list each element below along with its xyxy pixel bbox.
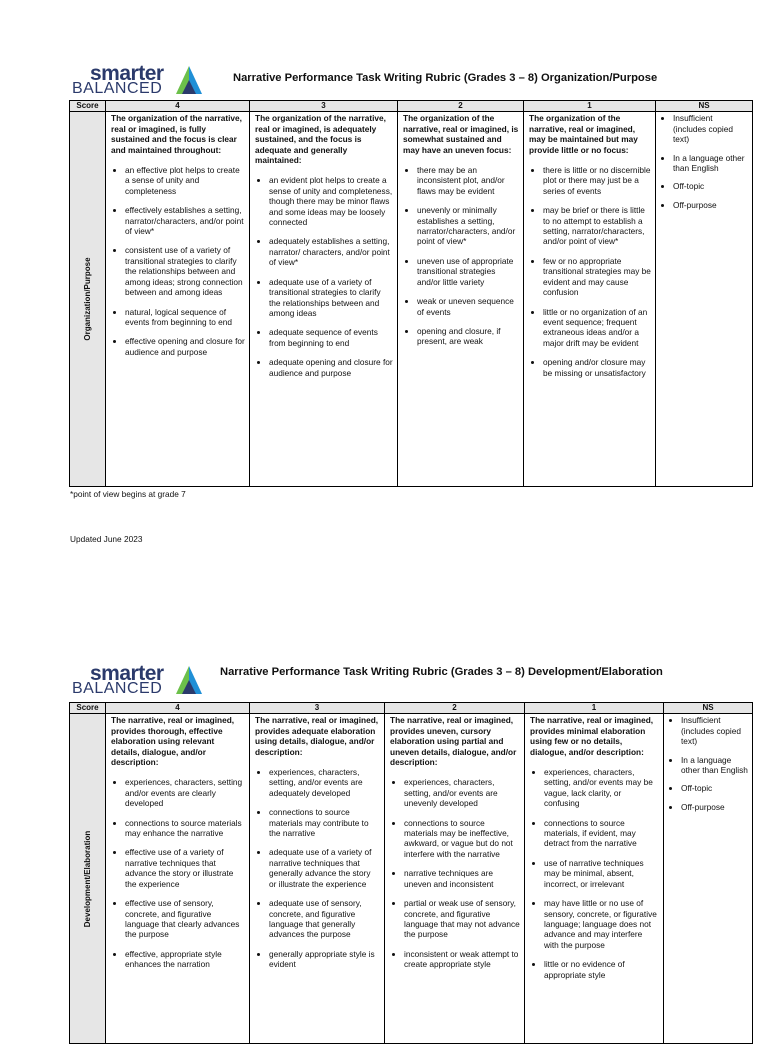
criteria-row	[70, 714, 753, 1044]
header-ns: NS	[656, 101, 753, 112]
score-1-cell	[524, 112, 656, 487]
list-item: • Off-topic	[673, 181, 748, 191]
header-score: Score	[70, 101, 106, 112]
list-item: • connections to source materials may enhance the narrative	[125, 818, 245, 839]
list-item: • effectively establishes a setting, narrator/characters, and/or point of view*	[125, 205, 245, 236]
header-score: Score	[70, 703, 106, 714]
list-item: • effective use of sensory, concrete, and figurative language that clearly advances the purpose	[125, 898, 245, 940]
score-4-cell	[106, 714, 250, 1044]
score-4-cell	[106, 112, 250, 487]
header-ns: NS	[664, 703, 753, 714]
score-1-lead: The narrative, real or imagined, provides minimal elaboration using few or no details, dialogue, and/or description:	[530, 715, 654, 757]
smarter-balanced-logo	[72, 664, 212, 700]
side-label: Development/Elaboration	[82, 830, 92, 928]
ns-cell	[664, 714, 753, 1044]
list-item: • Off-topic	[681, 783, 748, 793]
score-3-cell	[250, 714, 385, 1044]
list-item: • narrative techniques are uneven and inconsistent	[404, 868, 520, 889]
list-item: • natural, logical sequence of events from beginning to end	[125, 307, 245, 328]
score-4-bullets	[111, 777, 245, 969]
side-label: Organization/Purpose	[82, 257, 92, 341]
list-item: • adequate use of sensory, concrete, and figurative language that generally advances the purpose	[269, 898, 380, 940]
logo-text-balanced: BALANCED	[72, 80, 163, 97]
list-item: • an effective plot helps to create a sense of unity and completeness	[125, 165, 245, 196]
score-3-bullets	[255, 767, 380, 970]
list-item: • little or no organization of an event sequence; frequent extraneous ideas and/or a major drift may be evident	[543, 307, 651, 349]
list-item: • adequately establishes a setting, narrator/ characters, and/or point of view*	[269, 236, 393, 267]
list-item: • opening and closure, if present, are weak	[417, 326, 519, 347]
list-item: • experiences, characters, setting, and/or events are unevenly developed	[404, 777, 520, 808]
header-score-2: 2	[385, 703, 525, 714]
side-label-cell	[70, 112, 106, 487]
header-score-1: 1	[525, 703, 664, 714]
header-score-4: 4	[106, 101, 250, 112]
list-item: • connections to source materials may be ineffective, awkward, or vague but do not interfere with the narrative	[404, 818, 520, 860]
smarter-balanced-logo	[72, 64, 212, 100]
header-score-4: 4	[106, 703, 250, 714]
list-item: • effective use of a variety of narrative techniques that advance the story or illustrate the experience	[125, 847, 245, 889]
header-score-2: 2	[398, 101, 524, 112]
list-item: • Off-purpose	[673, 200, 748, 210]
list-item: • experiences, characters, setting, and/or events may be vague, lack clarity, or confusing	[544, 767, 659, 809]
logo-text-smarter: smarter	[90, 662, 164, 685]
list-item: • may be brief or there is little to no attempt to establish a setting, narrator/characters, and/or point of view*	[543, 205, 651, 247]
list-item: • an evident plot helps to create a sense of unity and completeness, though there may be minor flaws and some ideas may be loosely connected	[269, 175, 393, 227]
list-item: • uneven use of appropriate transitional strategies and/or little variety	[417, 256, 519, 287]
score-1-bullets	[529, 165, 651, 378]
rubric-table-development	[69, 702, 753, 1044]
list-item: • may have little or no use of sensory, concrete, or figurative language; language does not advance and may interfere with the purpose	[544, 898, 659, 950]
score-3-lead: The organization of the narrative, real or imagined, is adequately sustained, and the focus is adequate and generally maintained:	[255, 113, 386, 166]
list-item: • there is little or no discernible plot or there may just be a series of events	[543, 165, 651, 196]
score-2-cell	[385, 714, 525, 1044]
score-2-lead: The narrative, real or imagined, provides uneven, cursory elaboration using partial and uneven details, dialogue, and/or description:	[390, 715, 517, 768]
rubric-title: Narrative Performance Task Writing Rubric (Grades 3 – 8) Development/Elaboration	[220, 666, 663, 678]
list-item: • connections to source materials, if evident, may detract from the narrative	[544, 818, 659, 849]
logo-triangle-icon	[172, 664, 206, 698]
score-4-lead: The narrative, real or imagined, provides thorough, effective elaboration using relevant details, dialogue, and/or description:	[111, 715, 235, 768]
score-2-bullets	[403, 165, 519, 347]
list-item: • In a language other than English	[673, 153, 748, 174]
list-item: • experiences, characters, setting and/or events are clearly developed	[125, 777, 245, 808]
logo-triangle-icon	[172, 64, 206, 98]
list-item: • little or no evidence of appropriate style	[544, 959, 659, 980]
list-item: • use of narrative techniques may be minimal, absent, incorrect, or irrelevant	[544, 858, 659, 889]
updated-date: Updated June 2023	[70, 534, 143, 544]
header-row	[70, 703, 753, 714]
score-1-cell	[525, 714, 664, 1044]
list-item: • connections to source materials may contribute to the narrative	[269, 807, 380, 838]
score-2-cell	[398, 112, 524, 487]
rubric-title: Narrative Performance Task Writing Rubric (Grades 3 – 8) Organization/Purpose	[233, 72, 658, 84]
score-4-lead: The organization of the narrative, real or imagined, is fully sustained and the focus is clear and maintained throughout:	[111, 113, 242, 155]
score-2-lead: The organization of the narrative, real or imagined, is somewhat sustained and may have an uneven focus:	[403, 113, 519, 155]
list-item: • partial or weak use of sensory, concrete, and figurative language that may not advance the purpose	[404, 898, 520, 940]
list-item: • unevenly or minimally establishes a setting, narrator/characters, and/or point of view*	[417, 205, 519, 247]
score-3-bullets	[255, 175, 393, 378]
score-2-bullets	[390, 777, 520, 969]
list-item: • In a language other than English	[681, 755, 748, 776]
list-item: • adequate use of a variety of transitional strategies to clarify the relationships between and among ideas	[269, 277, 393, 319]
logo-text-balanced: BALANCED	[72, 680, 163, 697]
ns-cell	[656, 112, 753, 487]
list-item: • Off-purpose	[681, 802, 748, 812]
score-1-bullets	[530, 767, 659, 980]
list-item: • effective, appropriate style enhances the narration	[125, 949, 245, 970]
list-item: • consistent use of a variety of transitional strategies to clarify the relationships between and among ideas; strong connection between and among ideas	[125, 245, 245, 297]
header-score-3: 3	[250, 101, 398, 112]
header-score-1: 1	[524, 101, 656, 112]
footnote: *point of view begins at grade 7	[70, 489, 186, 499]
criteria-row	[70, 112, 753, 487]
list-item: • inconsistent or weak attempt to create appropriate style	[404, 949, 520, 970]
score-3-cell	[250, 112, 398, 487]
header-score-3: 3	[250, 703, 385, 714]
list-item: • effective opening and closure for audience and purpose	[125, 336, 245, 357]
ns-bullets	[669, 715, 748, 812]
logo-text-smarter: smarter	[90, 62, 164, 85]
page-header-organization	[72, 64, 762, 100]
header-row	[70, 101, 753, 112]
list-item: • adequate sequence of events from beginning to end	[269, 327, 393, 348]
list-item: • Insufficient (includes copied text)	[673, 113, 748, 144]
list-item: • opening and/or closure may be missing or unsatisfactory	[543, 357, 651, 378]
score-1-lead: The organization of the narrative, real or imagined, may be maintained but may provide little or no focus:	[529, 113, 638, 155]
list-item: • there may be an inconsistent plot, and/or flaws may be evident	[417, 165, 519, 196]
ns-bullets	[661, 113, 748, 210]
list-item: • few or no appropriate transitional strategies may be evident and may cause confusion	[543, 256, 651, 298]
list-item: • generally appropriate style is evident	[269, 949, 380, 970]
list-item: • Insufficient (includes copied text)	[681, 715, 748, 746]
side-label-cell	[70, 714, 106, 1044]
list-item: • weak or uneven sequence of events	[417, 296, 519, 317]
list-item: • experiences, characters, setting, and/or events are adequately developed	[269, 767, 380, 798]
rubric-table-organization	[69, 100, 753, 487]
list-item: • adequate opening and closure for audience and purpose	[269, 357, 393, 378]
score-4-bullets	[111, 165, 245, 357]
page-header-development	[72, 664, 762, 700]
list-item: • adequate use of a variety of narrative techniques that generally advance the story or illustrate the experience	[269, 847, 380, 889]
score-3-lead: The narrative, real or imagined, provides adequate elaboration using details, dialogue, and/or description:	[255, 715, 379, 757]
